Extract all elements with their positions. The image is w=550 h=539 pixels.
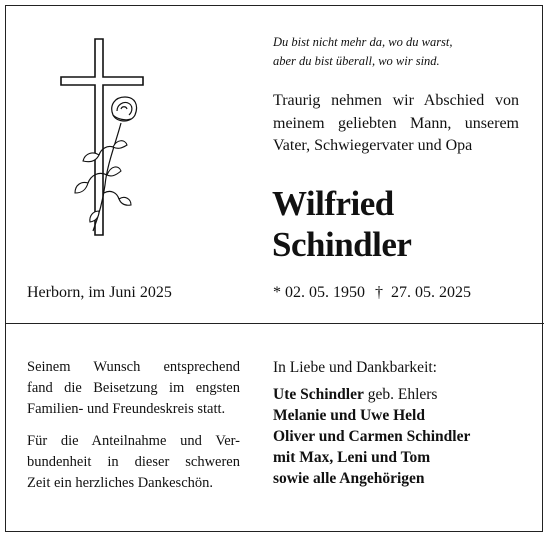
notice-line: Familien- und Freundeskreis statt.	[27, 401, 226, 417]
funeral-notice	[27, 357, 240, 505]
notice-line: Für die Anteilnahme und Ver-	[27, 433, 240, 449]
mourner-line: sowie alle Angehörigen	[273, 470, 425, 487]
motto-line: Du bist nicht mehr da, wo du warst,	[273, 35, 453, 49]
notice-line: bundenheit in dieser schweren	[27, 454, 240, 470]
mourners	[273, 357, 523, 489]
intro-line: Traurig nehmen wir Abschied von	[273, 92, 519, 109]
maiden-name: geb. Ehlers	[363, 386, 438, 403]
notice-paragraph	[27, 431, 240, 494]
cross-with-rose-icon	[55, 35, 155, 245]
notice-line: Seinem Wunsch entsprechend	[27, 359, 240, 375]
horizontal-divider	[6, 323, 544, 324]
birth-date: * 02. 05. 1950	[273, 284, 365, 301]
life-dates	[273, 284, 471, 302]
mourner-line: mit Max, Leni und Tom	[273, 449, 431, 466]
notice-paragraph	[27, 357, 240, 420]
death-date: 27. 05. 2025	[391, 284, 471, 301]
notice-line: fand die Beisetzung im engsten	[27, 380, 240, 396]
intro-text	[273, 90, 519, 158]
deceased-name	[272, 183, 411, 265]
notice-line: Zeit ein herzliches Dankeschön.	[27, 475, 214, 491]
last-name: Schindler	[272, 225, 412, 264]
mourner-name: Ute Schindler	[273, 386, 364, 403]
dagger-icon: †	[375, 284, 383, 301]
motto-line: aber du bist überall, wo wir sind.	[273, 54, 440, 68]
mourner-line: Oliver und Carmen Schindler	[273, 428, 471, 445]
first-name: Wilfried	[272, 184, 394, 223]
mourner-line	[273, 384, 523, 405]
mourner-line: Melanie und Uwe Held	[273, 407, 425, 424]
place-date: Herborn, im Juni 2025	[27, 284, 172, 301]
thanks-line: In Liebe und Dankbarkeit:	[273, 359, 437, 376]
intro-line: meinem geliebten Mann, unserem	[273, 114, 519, 132]
motto	[273, 33, 533, 71]
intro-line: Vater, Schwiegervater und Opa	[273, 137, 473, 154]
